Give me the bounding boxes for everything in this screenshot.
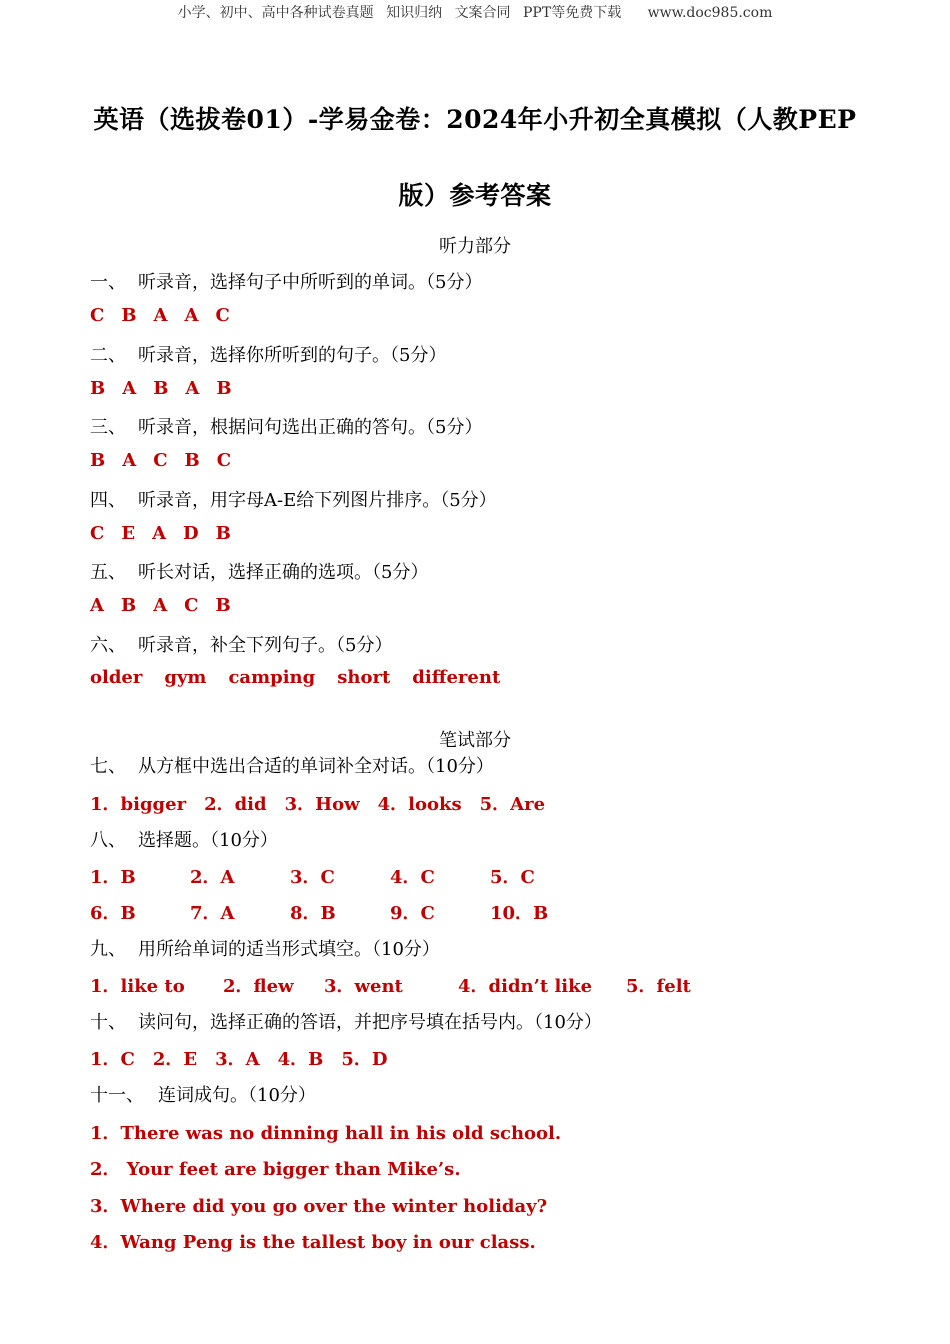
answer: 8．B	[290, 903, 336, 924]
question-number: 六、	[90, 635, 126, 656]
doc-title-line2: 版）参考答案	[398, 181, 552, 210]
answer: 4．B	[277, 1049, 324, 1070]
answer: C	[153, 450, 168, 471]
answer-sentence: 3．Where did you go over the winter holiday?	[90, 1196, 548, 1217]
answer: C	[216, 450, 232, 471]
question-text: 听录音，选择句子中所听到的单词。（5分）	[138, 272, 483, 293]
answer: 7．A	[190, 903, 235, 924]
answer: A	[122, 378, 137, 399]
question-number: 二、	[90, 345, 126, 366]
answer: 1．like to	[90, 976, 185, 997]
page-header	[0, 2, 950, 22]
answer: 4．C	[390, 867, 435, 888]
question-number: 四、	[90, 490, 126, 511]
answer: D	[183, 523, 199, 544]
answer: B	[121, 305, 137, 326]
answer: B	[184, 450, 200, 471]
question-text: 听录音，用字母A-E给下列图片排序。（5分）	[138, 490, 497, 511]
question-text: 连词成句。（10分）	[158, 1085, 316, 1106]
answer: different	[412, 667, 501, 688]
question-text: 听录音，补全下列句子。（5分）	[138, 635, 393, 656]
question-text: 选择题。（10分）	[138, 830, 278, 851]
answer: 2．did	[204, 794, 267, 815]
answer: 3．A	[215, 1049, 260, 1070]
answers-6	[90, 667, 522, 688]
question-text: 听录音，根据问句选出正确的答句。（5分）	[138, 417, 483, 438]
answers-4	[90, 523, 248, 544]
answer: 4．didn’t like	[458, 976, 593, 997]
answer: 10．B	[490, 903, 549, 924]
answer: B	[215, 595, 231, 616]
answer: 3．went	[324, 976, 403, 997]
answer: B	[90, 378, 106, 399]
answer: A	[185, 378, 200, 399]
answer: 3．C	[290, 867, 335, 888]
answer: C	[90, 523, 105, 544]
question-number: 五、	[90, 562, 126, 583]
answer: B	[90, 450, 106, 471]
answer: short	[337, 667, 391, 688]
answer: 2．A	[190, 867, 235, 888]
header-link[interactable]: www.doc985.com	[647, 5, 773, 21]
answer-sentence: 2． Your feet are bigger than Mike’s.	[90, 1159, 461, 1180]
question-10	[90, 1008, 602, 1034]
answers-7	[90, 790, 563, 816]
answers-10	[90, 1045, 406, 1071]
question-text: 读问句，选择正确的答语，并把序号填在括号内。（10分）	[138, 1012, 602, 1033]
question-number: 十一、	[90, 1085, 144, 1106]
header-item: 知识归纳	[386, 5, 443, 21]
answers-9	[90, 972, 691, 998]
question-number: 七、	[90, 756, 126, 777]
answer: camping	[228, 667, 316, 688]
question-number: 三、	[90, 417, 126, 438]
answer: 1．C	[90, 1049, 135, 1070]
question-text: 用所给单词的适当形式填空。（10分）	[138, 939, 440, 960]
answers-1	[90, 305, 247, 326]
answer-sentence: 4．Wang Peng is the tallest boy in our class.	[90, 1232, 536, 1253]
question-6	[90, 631, 392, 657]
answer: B	[153, 378, 169, 399]
writing-section-label: 笔试部分	[439, 730, 511, 751]
answer: 1．bigger	[90, 794, 187, 815]
question-8	[90, 826, 278, 852]
answer: gym	[164, 667, 207, 688]
answer-sentence: 1．There was no dinning hall in his old school.	[90, 1123, 562, 1144]
answer: B	[215, 523, 231, 544]
question-5	[90, 558, 428, 584]
doc-title-line1: 英语（选拔卷01）-学易金卷：2024年小升初全真模拟（人教PEP	[93, 105, 857, 134]
answer: 5．Are	[479, 794, 546, 815]
answer: 6．B	[90, 903, 136, 924]
question-number: 八、	[90, 830, 126, 851]
answer: A	[153, 305, 168, 326]
answer: 9．C	[390, 903, 435, 924]
answer: A	[90, 595, 104, 616]
answer: 2．flew	[223, 976, 294, 997]
header-item: 小学、初中、高中各种试卷真题	[177, 5, 374, 21]
answer: 5．D	[341, 1049, 388, 1070]
listening-section-label: 听力部分	[439, 236, 511, 257]
question-number: 一、	[90, 272, 126, 293]
answers-8-row1	[90, 863, 590, 889]
question-3	[90, 413, 482, 439]
question-4	[90, 486, 497, 512]
question-9	[90, 935, 440, 961]
question-number: 十、	[90, 1012, 126, 1033]
answer: older	[90, 667, 143, 688]
question-number: 九、	[90, 939, 126, 960]
answer: 4．looks	[377, 794, 462, 815]
answer: C	[215, 305, 230, 326]
answers-8-row2	[90, 899, 590, 925]
answers-5	[90, 595, 248, 616]
answer: 2．E	[152, 1049, 198, 1070]
answer: C	[184, 595, 199, 616]
answers-2	[90, 378, 249, 399]
answer: A	[184, 305, 199, 326]
answer: 1．B	[90, 867, 136, 888]
question-text: 从方框中选出合适的单词补全对话。（10分）	[138, 756, 494, 777]
question-11	[90, 1081, 316, 1107]
header-item: 文案合同	[454, 5, 511, 21]
question-text: 听录音，选择你所听到的句子。（5分）	[138, 345, 447, 366]
answer: E	[121, 523, 136, 544]
answer: A	[152, 523, 167, 544]
question-text: 听长对话，选择正确的选项。（5分）	[138, 562, 429, 583]
answer: A	[153, 595, 168, 616]
question-2	[90, 341, 446, 367]
header-item: PPT等免费下载	[523, 5, 622, 21]
answers-3	[90, 450, 248, 471]
question-7	[90, 752, 494, 778]
answer: 5．felt	[626, 976, 691, 997]
answer: A	[122, 450, 137, 471]
question-1	[90, 268, 482, 294]
answer: B	[216, 378, 232, 399]
answer: 3．How	[284, 794, 360, 815]
answer: 5．C	[490, 867, 535, 888]
answer: C	[90, 305, 105, 326]
answer: B	[120, 595, 137, 616]
